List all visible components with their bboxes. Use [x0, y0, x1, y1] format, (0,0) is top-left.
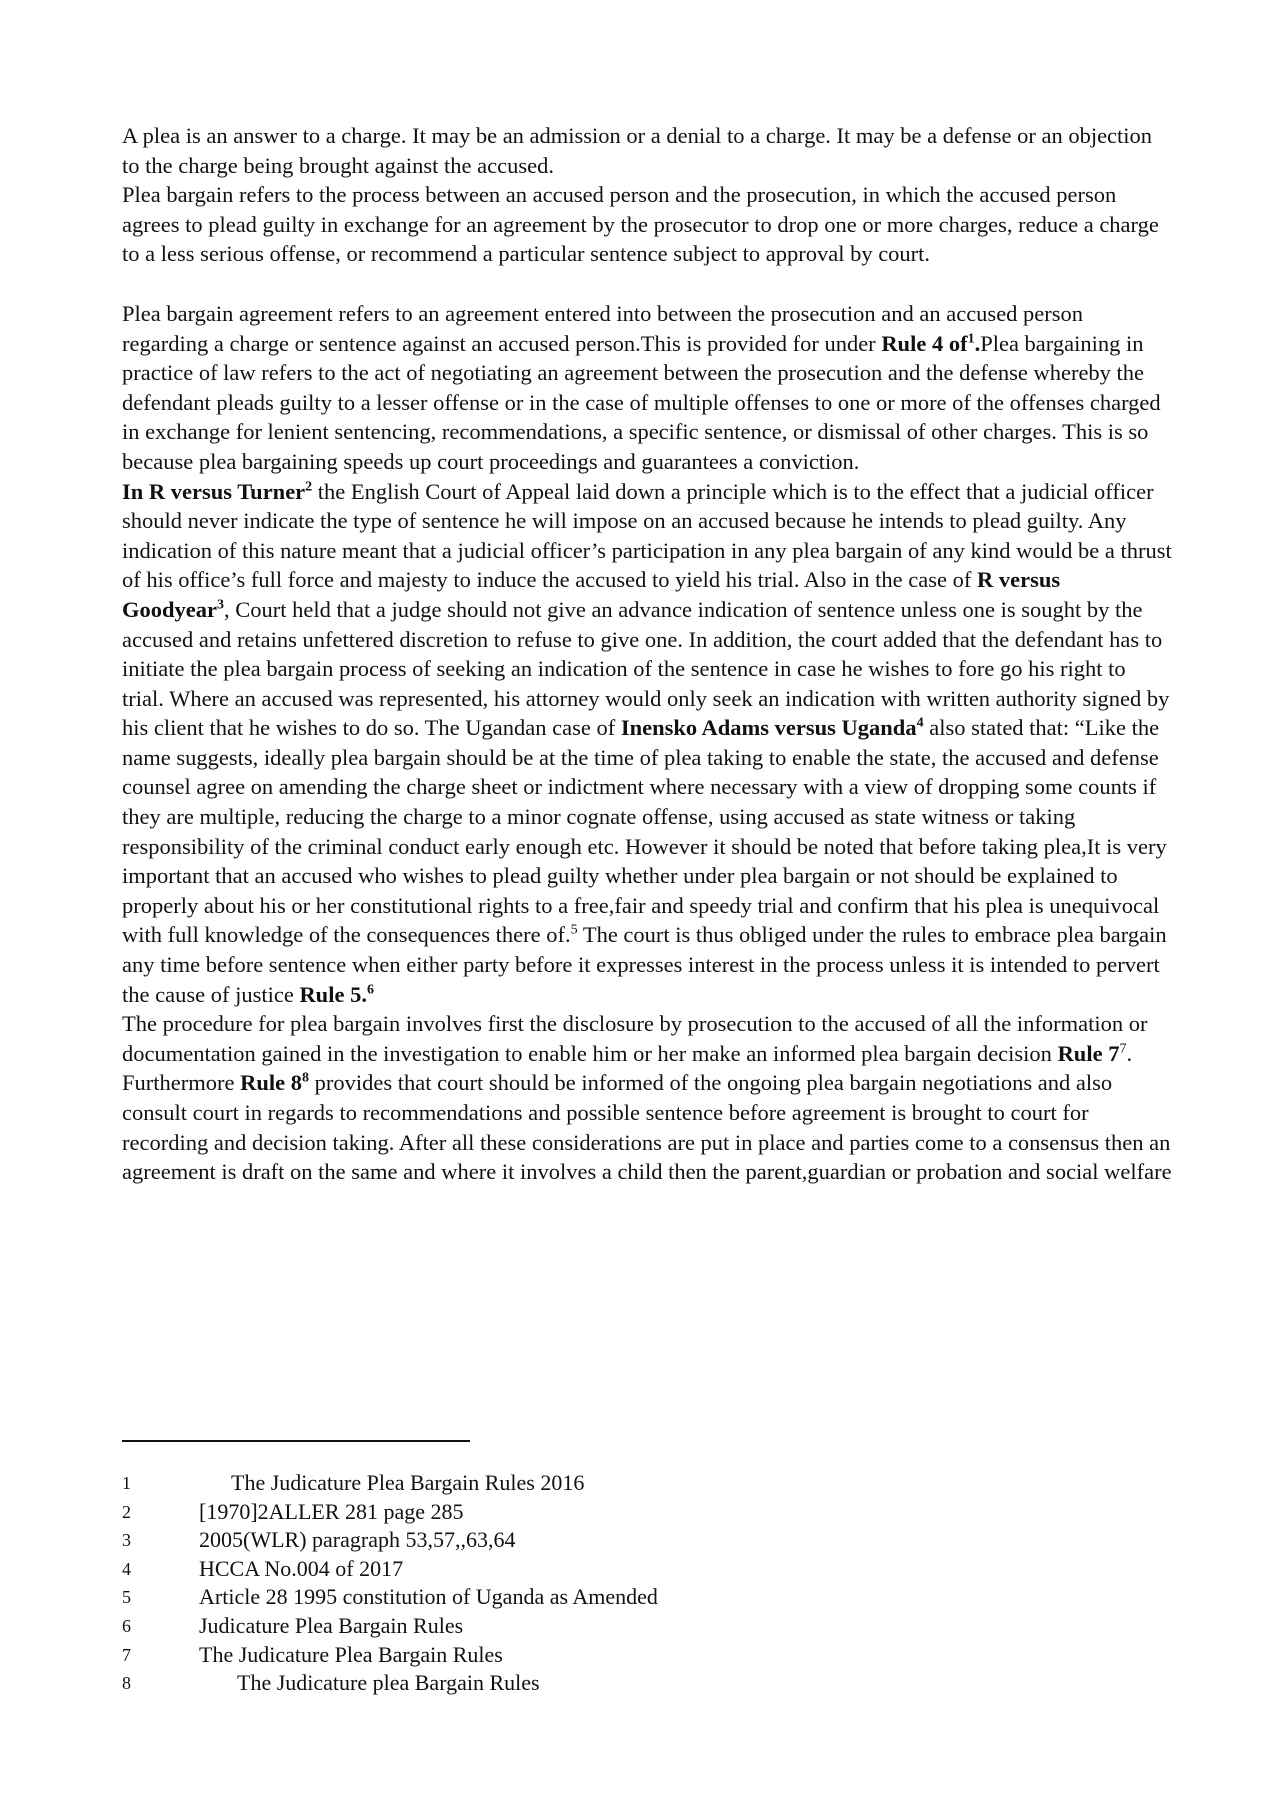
- paragraph-case-law: [122, 477, 1172, 1010]
- footnotes-section: [122, 1469, 1022, 1698]
- document-body: [122, 121, 1172, 1187]
- footnote-1: [122, 1469, 1022, 1498]
- footnote-text: The Judicature plea Bargain Rules: [237, 1670, 540, 1696]
- footnote-ref-5: 5: [570, 922, 578, 938]
- text-run: The court is thus obliged under the rules to embrace plea bargain any time before sentence when either party before it expresses interest in the process unless it is intended to pervert the cause of justice: [122, 922, 1167, 1007]
- footnote-number: 3: [122, 1530, 131, 1551]
- text-run: Plea bargaining in practice of law refers to the act of negotiating an agreement between the prosecution and the defense whereby the defendant pleads guilty to a lesser offense or in the case of multiple offenses to one or more of the offenses charged in exchange for lenient sentencing, recommendations, a specific sentence, or dismissal of other charges. This is so because plea bargaining speeds up court proceedings and guarantees a conviction.: [122, 330, 1161, 474]
- footnote-number: 6: [122, 1615, 131, 1636]
- paragraph-plea-bargain-definition: Plea bargain refers to the process between an accused person and the prosecution, in which the accused person agrees to plead guilty in exchange for an agreement by the prosecutor to drop one or more charges, reduce a charge to a less serious offense, or recommend a particular sentence subject to approval by court.: [122, 182, 1159, 267]
- paragraph-gap: [122, 269, 1172, 299]
- footnote-7: [122, 1641, 1022, 1670]
- footnote-number: 1: [122, 1473, 131, 1493]
- text-run: Plea bargain agreement refers to an agreement entered into between the prosecution and an accused person regarding a charge or sentence against an accused person.This is provided for under: [122, 300, 1084, 356]
- text-run: also stated that: “Like the name suggests, ideally plea bargain should be at the time of plea taking to enable the state, the accused and defense counsel agree on amending the charge sheet or indictment where necessary with a view of dropping some counts if they are multiple, reducing the charge to a minor cognate offense, using accused as state witness or taking responsibility of the criminal conduct early enough etc. However it should be noted that before taking plea,It is very important that an accused who wishes to plead guilty whether under plea bargain or not should be explained to properly about his or her constitutional rights to a free,fair and speedy trial and confirm that his plea is unequivocal with full knowledge of the consequences there of.: [122, 715, 1167, 948]
- footnote-3: [122, 1526, 1022, 1555]
- footnote-text: The Judicature Plea Bargain Rules: [199, 1641, 503, 1667]
- footnote-number: 4: [122, 1558, 131, 1579]
- footnote-ref-2: 2: [305, 479, 313, 495]
- footnote-ref-4: 4: [916, 715, 924, 731]
- footnote-number: 2: [122, 1501, 131, 1522]
- case-r-versus-turner: In R versus Turner: [122, 478, 306, 504]
- paragraph-plea-bargain-agreement: [122, 299, 1172, 477]
- text-run: provides that court should be informed of the ongoing plea bargain negotiations and also consult court in regards to recommendations and possible sentence before agreement is brought to court for recording and decision taking. After all these considerations are put in place and parties come to a consensus then an agreement is draft on the same and where it involves a child then the parent,guardian or probation and social welfare: [122, 1070, 1172, 1185]
- footnote-6: [122, 1612, 1022, 1641]
- footnote-ref-7: 7: [1119, 1041, 1127, 1057]
- footnote-number: 8: [122, 1673, 131, 1694]
- footnote-number: 7: [122, 1644, 131, 1665]
- footnote-text: HCCA No.004 of 2017: [199, 1555, 404, 1581]
- footnote-text: Judicature Plea Bargain Rules: [199, 1612, 464, 1638]
- footnote-text: The Judicature Plea Bargain Rules 2016: [231, 1470, 585, 1495]
- text-run: .: [974, 330, 981, 356]
- footnote-ref-1: 1: [967, 331, 975, 347]
- footnote-text: 2005(WLR) paragraph 53,57,,63,64: [199, 1527, 516, 1553]
- footnote-ref-3: 3: [217, 597, 224, 613]
- footnote-number: 5: [122, 1587, 131, 1608]
- case-r-versus-goodyear: R versus Goodyear: [122, 567, 1061, 622]
- footnote-4: [122, 1555, 1022, 1584]
- paragraph-procedure: [122, 1009, 1172, 1187]
- paragraph-plea-definition: A plea is an answer to a charge. It may be an admission or a denial to a charge. It may be a defense or an objection to the charge being brought against the accused.: [122, 123, 1153, 178]
- footnote-8: [122, 1669, 1022, 1698]
- case-inensko-adams: Inensko Adams versus Uganda: [620, 715, 917, 741]
- footnote-ref-8: 8: [301, 1070, 309, 1086]
- footnote-text: Article 28 1995 constitution of Uganda as Amended: [199, 1584, 658, 1610]
- footnote-2: [122, 1498, 1022, 1527]
- text-run: . Furthermore: [122, 1040, 1133, 1096]
- footnote-separator: [122, 1440, 470, 1442]
- rule-7-reference: Rule 7: [1057, 1040, 1120, 1066]
- text-run: the English Court of Appeal laid down a principle which is to the effect that a judicial officer should never indicate the type of sentence he will impose on an accused because he intends to plead guilty. Any indication of this nature meant that a judicial officer’s participation in any plea bargain of any kind would be a thrust of his office’s full force and majesty to induce the accused to yield his trial. Also in the case of: [122, 478, 1172, 593]
- rule-5-reference: Rule 5.: [299, 981, 367, 1007]
- footnote-5: [122, 1583, 1022, 1612]
- rule-4-reference: Rule 4 of: [881, 330, 968, 356]
- rule-8-reference: Rule 8: [240, 1070, 302, 1096]
- footnote-ref-6: 6: [366, 982, 374, 998]
- text-run: The procedure for plea bargain involves first the disclosure by prosecution to the accused of all the information or documentation gained in the investigation to enable him or her make an informed plea bargain decision: [122, 1011, 1148, 1066]
- footnote-text: [1970]2ALLER 281 page 285: [199, 1498, 464, 1524]
- text-run: , Court held that a judge should not give an advance indication of sentence unless one is sought by the accused and retains unfettered discretion to refuse to give one. In addition, the court added that the defendant has to initiate the plea bargain process of seeking an indication of the sentence in case he wishes to fore go his right to trial. Where an accused was represented, his attorney would only seek an indication with written authority signed by his client that he wishes to do so. The Ugandan case of: [122, 596, 1170, 741]
